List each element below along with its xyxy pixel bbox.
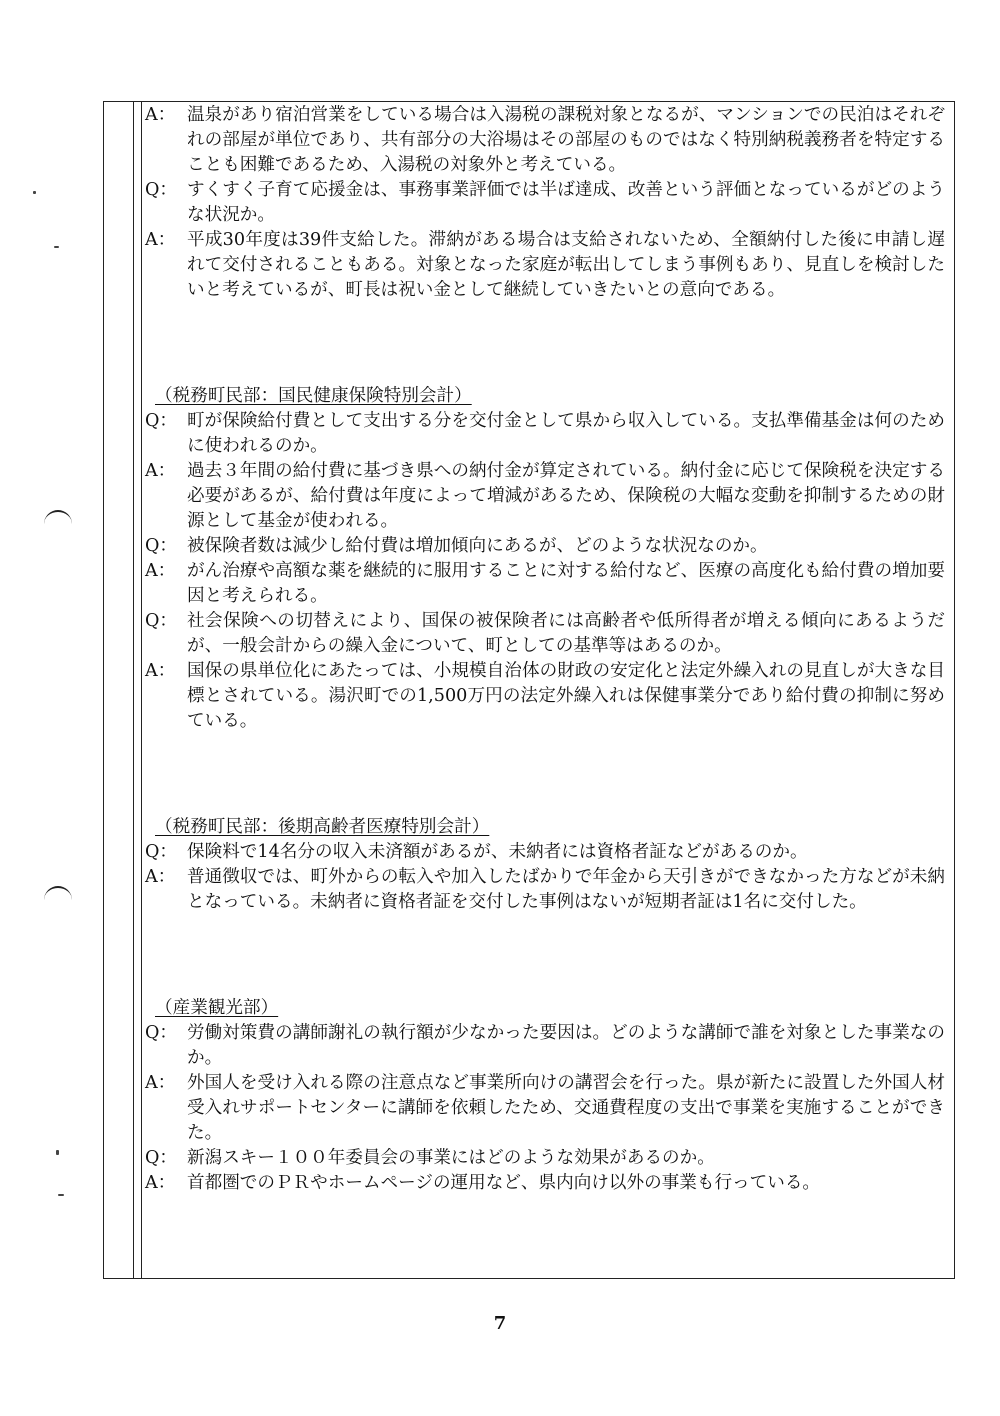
qa-text: 被保険者数は減少し給付費は増加傾向にあるが、どのような状況なのか。: [187, 536, 768, 556]
qa-label: A：: [145, 561, 176, 581]
minutes-content: [145, 103, 945, 1196]
qa-label: A：: [145, 1173, 176, 1193]
qa-text: がん治療や高額な薬を継続的に服用することに対する給付など、医療の高度化も給付費の増加要因と考えられる。: [187, 561, 945, 606]
section-heading: （税務町民部：国民健康保険特別会計）: [155, 386, 472, 406]
scan-speck: [33, 191, 36, 194]
scan-speck: [56, 1150, 59, 1155]
qa-item: [145, 103, 945, 178]
qa-item: [145, 178, 945, 228]
section-industry-tourism: [145, 996, 945, 1196]
qa-text: 労働対策費の講師謝礼の執行額が少なかった要因は。どのような講師で誰を対象とした事業なのか。: [187, 1023, 945, 1068]
qa-item: [145, 1171, 945, 1196]
qa-item: [145, 1021, 945, 1071]
qa-text: 国保の県単位化にあたっては、小規模自治体の財政の安定化と法定外繰入れの見直しが大きな目標とされている。湯沢町での1,500万円の法定外繰入れは保健事業分であり給付費の抑制に努めている。: [187, 661, 945, 731]
qa-item: [145, 459, 945, 534]
section-general: [145, 103, 945, 303]
qa-text: 町が保険給付費として支出する分を交付金として県から収入している。支払準備基金は何のために使われるのか。: [187, 411, 945, 456]
qa-text: 普通徴収では、町外からの転入や加入したばかりで年金から天引きができなかった方などが未納となっている。未納者に資格者証を交付した事例はないが短期者証は1名に交付した。: [187, 867, 945, 912]
qa-label: Q：: [145, 1148, 178, 1168]
qa-label: Q：: [145, 536, 178, 556]
qa-text: 外国人を受け入れる際の注意点など事業所向けの講習会を行った。県が新たに設置した外国人材受入れサポートセンターに講師を依頼したため、交通費程度の支出で事業を実施することができた。: [187, 1073, 945, 1143]
qa-text: 保険料で14名分の収入未済額があるが、未納者には資格者証などがあるのか。: [187, 842, 808, 862]
qa-item: [145, 1071, 945, 1146]
binding-mark-lower: [44, 886, 72, 900]
qa-item: [145, 865, 945, 915]
qa-text: 新潟スキー１００年委員会の事業にはどのような効果があるのか。: [187, 1148, 715, 1168]
section-late-elderly-medical: [145, 815, 945, 915]
qa-text: すくすく子育て応援金は、事務事業評価では半ば達成、改善という評価となっているがどのような状況か。: [187, 180, 945, 225]
qa-label: Q：: [145, 611, 178, 631]
qa-label: A：: [145, 661, 176, 681]
qa-label: Q：: [145, 180, 178, 200]
table-column-spacer: [133, 102, 142, 1278]
qa-label: Q：: [145, 842, 178, 862]
section-heading: （産業観光部）: [155, 998, 279, 1018]
qa-label: Q：: [145, 1023, 178, 1043]
qa-item: [145, 228, 945, 303]
qa-label: A：: [145, 230, 176, 250]
qa-item: [145, 559, 945, 609]
qa-text: 社会保険への切替えにより、国保の被保険者には高齢者や低所得者が増える傾向にあるようだが、一般会計からの繰入金について、町としての基準等はあるのか。: [187, 611, 945, 656]
qa-item: [145, 659, 945, 734]
qa-label: Q：: [145, 411, 178, 431]
qa-label: A：: [145, 105, 176, 125]
qa-text: 首都圏でのＰＲやホームページの運用など、県内向け以外の事業も行っている。: [187, 1173, 821, 1193]
table-column-narrow: [104, 102, 134, 1278]
scan-speck: [58, 1194, 64, 1196]
qa-label: A：: [145, 461, 176, 481]
page-number: 7: [493, 1313, 507, 1334]
qa-item: [145, 840, 945, 865]
binding-mark-upper: [44, 510, 72, 524]
qa-text: 過去３年間の給付費に基づき県への納付金が算定されている。納付金に応じて保険税を決定する必要があるが、給付費は年度によって増減があるため、保険税の大幅な変動を抑制するための財源として基金が使われる。: [187, 461, 945, 531]
qa-text: 平成30年度は39件支給した。滞納がある場合は支給されないため、全額納付した後に申請し遅れて交付されることもある。対象となった家庭が転出してしまう事例もあり、見直しを検討したいと考えているが、町長は祝い金として継続していきたいとの意向である。: [187, 230, 945, 300]
qa-text: 温泉があり宿泊営業をしている場合は入湯税の課税対象となるが、マンションでの民泊はそれぞれの部屋が単位であり、共有部分の大浴場はその部屋のものではなく特別納税義務者を特定することも困難であるため、入湯税の対象外と考えている。: [187, 105, 945, 175]
qa-item: [145, 1146, 945, 1171]
scan-speck: [54, 246, 59, 248]
section-heading: （税務町民部：後期高齢者医療特別会計）: [155, 817, 490, 837]
section-national-health-insurance: [145, 384, 945, 734]
qa-item: [145, 534, 945, 559]
qa-item: [145, 609, 945, 659]
qa-label: A：: [145, 1073, 176, 1093]
qa-item: [145, 409, 945, 459]
qa-label: A：: [145, 867, 176, 887]
